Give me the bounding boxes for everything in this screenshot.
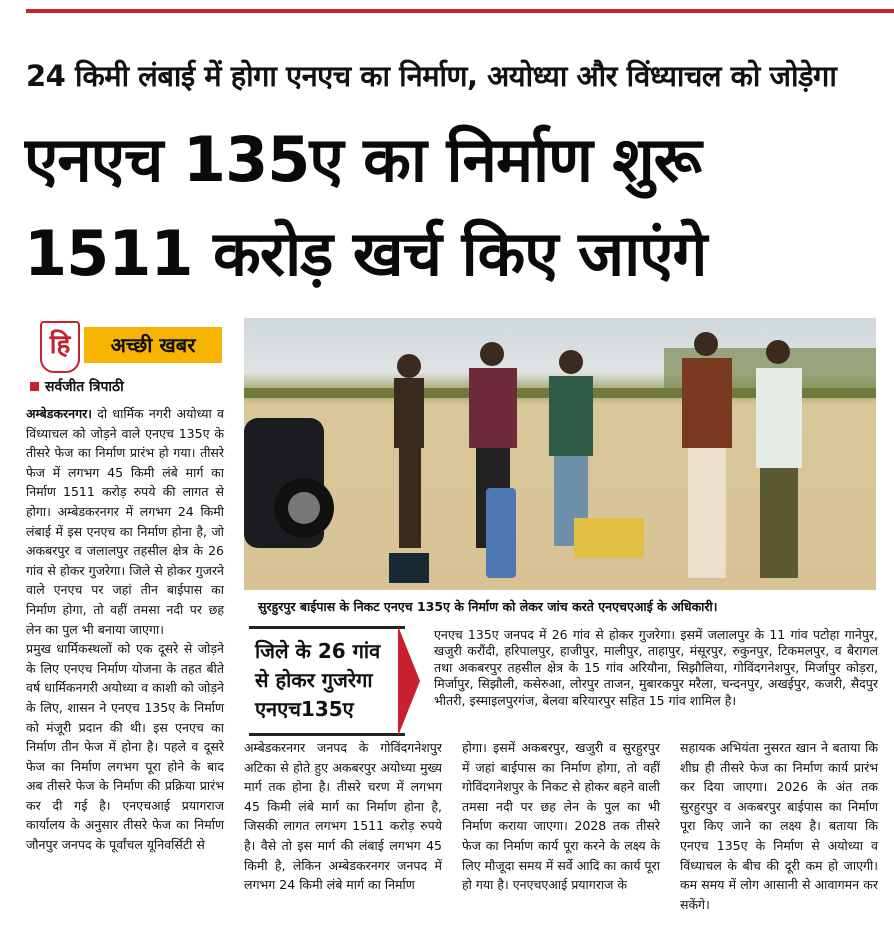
square-bullet-icon	[30, 382, 39, 391]
article-column-2: अम्बेडकरनगर जनपद के गोविंदगनेशपुर अटिका से होते हुए अकबरपुर अयोध्या मुख्य मार्ग तक होना है। तीसरे चरण में लगभग 45 किमी लंबे मार्ग का निर्माण होना है, जिसकी लागत लगभग 1511 करोड़ रुपये है। वैसे तो इस मार्ग की लंबाई लगभग 45 किमी है, लेकिन अम्बेडकरनगर जनपद में लगभग 24 किमी लंबे मार्ग का निर्माण	[244, 740, 442, 893]
villages-list: एनएच 135ए जनपद में 26 गांव से होकर गुजरेगा। इसमें जलालपुर के 11 गांव पटोहा गानेपुर, खजुरी करौंदी, हरिपालपुर, हाजीपुर, मालीपुर, ताहापुर, मंसूरपुर, रुकुनपुर, टिकमलपुर, व बैरागल तथा अकबरपुर तहसील क्षेत्र के 15 गांव अरियौना, सिझौलिया, गोविंदगनेशपुर, मिर्जापुर कोड़रा, मिर्जापुर, सिझौली, कसेरुआ, लोरपुर ताजन, मुबारकपुर मरैला, चन्दनपुर, अखईपुर, कजरी, सैदपुर भीतरी, इस्माइलपुरगंज, बेलवा बरियारपुर सहित 15 गांव शामिल है।	[434, 627, 878, 708]
callout-text: जिले के 26 गांव से होकर गुजरेगा एनएच135ए	[255, 639, 381, 721]
photo-caption: सुरहुरपुर बाईपास के निकट एनएच 135ए के निर्माण को लेकर जांच करते एनएचएआई के अधिकारी।	[258, 599, 718, 614]
top-rule	[26, 9, 894, 13]
kicker-headline: 24 किमी लंबाई में होगा एनएच का निर्माण, अयोध्या और विंध्याचल को जोड़ेगा	[26, 59, 837, 93]
author-name: सर्वजीत त्रिपाठी	[45, 379, 124, 395]
dateline: अम्बेडकरनगर।	[26, 406, 92, 421]
photo-illustration	[244, 318, 876, 590]
main-headline-line2: 1511 करोड़ खर्च किए जाएंगे	[24, 217, 707, 290]
col1-para2: प्रमुख धार्मिकस्थलों को एक दूसरे से जोड़ने के लिए एनएच निर्माण योजना के तहत बीते वर्ष धार्मिकनगरी अयोध्या व काशी को जोड़ने के लिए, शासन ने एनएच 135ए के निर्माण को मंजूरी प्रदान की थी। इस एनएच का निर्माण तीन फेज में होना है। पहले व दूसरे फेज का निर्माण लगभग पूरा होने के बाद अब तीसरे फेज के निर्माण की प्रक्रिया प्रारंभ कर दी गई है। एनएचआई प्रयागराज कार्यालय के अनुसार तीसरे फेज का निर्माण जौनपुर जनपद के पूर्वांचल यूनिवर्सिटी से	[26, 641, 224, 853]
hindustan-logo-icon: हि	[40, 321, 80, 373]
article-column-3: होगा। इसमें अकबरपुर, खजुरी व सुरहुरपुर में जहां बाईपास का निर्माण होगा, तो वहीं गोविंदगनेशपुर के निकट से होकर बहने वाली तमसा नदी पर छह लेन के पुल का भी निर्माण कराया जाएगा। 2028 तक तीसरे फेज का निर्माण कार्य पूरा करने के लक्ष्य के लिए मौजूदा समय में सर्वे आदि का कार्य पूरा हो गया है। एनएचएआई प्रयागराज के	[462, 740, 660, 893]
col1-para1: दो धार्मिक नगरी अयोध्या व विंध्याचल को जोड़ने वाले एनएच 135ए के तीसरे फेज का निर्माण प्रारंभ हो गया। तीसरे फेज में लगभग 45 किमी लंबे मार्ग का निर्माण 1511 करोड़ रुपये की लागत से होगा। अम्बेडकरनगर में लगभग 24 किमी लंबाई में इस एनएच का निर्माण होना है, जो अकबरपुर व जलालपुर तहसील क्षेत्र के 26 गांव से होकर गुजरेगा। जिले से होकर गुजरने वाले एनएच पर जहां तीन बाईपास का निर्माण होगा, तो वहीं तमसा नदी पर छह लेन का पुल भी बनाया जाएगा।	[26, 406, 224, 637]
callout-box	[249, 626, 405, 736]
article-column-4: सहायक अभियंता नुसरत खान ने बताया कि शीघ्र ही तीसरे फेज का निर्माण कार्य प्रारंभ कर दिया जाएगा। 2026 के अंत तक सुरहुरपुर व अकबरपुर बाईपास का निर्माण पूरा किए जाने का लक्ष्य है। बताया कि एनएच 135ए के निर्माण से अयोध्या व विंध्याचल के बीच की दूरी कम हो जाएगी। कम समय में लोग आसानी से आवागमन कर सकेंगे।	[680, 740, 878, 912]
main-headline-line1: एनएच 135ए का निर्माण शुरू	[24, 123, 701, 196]
article-column-1	[26, 404, 224, 855]
badge-label: अच्छी खबर	[84, 327, 222, 363]
good-news-badge	[26, 321, 222, 373]
callout-arrow-icon	[398, 626, 420, 736]
news-photo	[244, 318, 876, 590]
byline	[30, 377, 124, 396]
